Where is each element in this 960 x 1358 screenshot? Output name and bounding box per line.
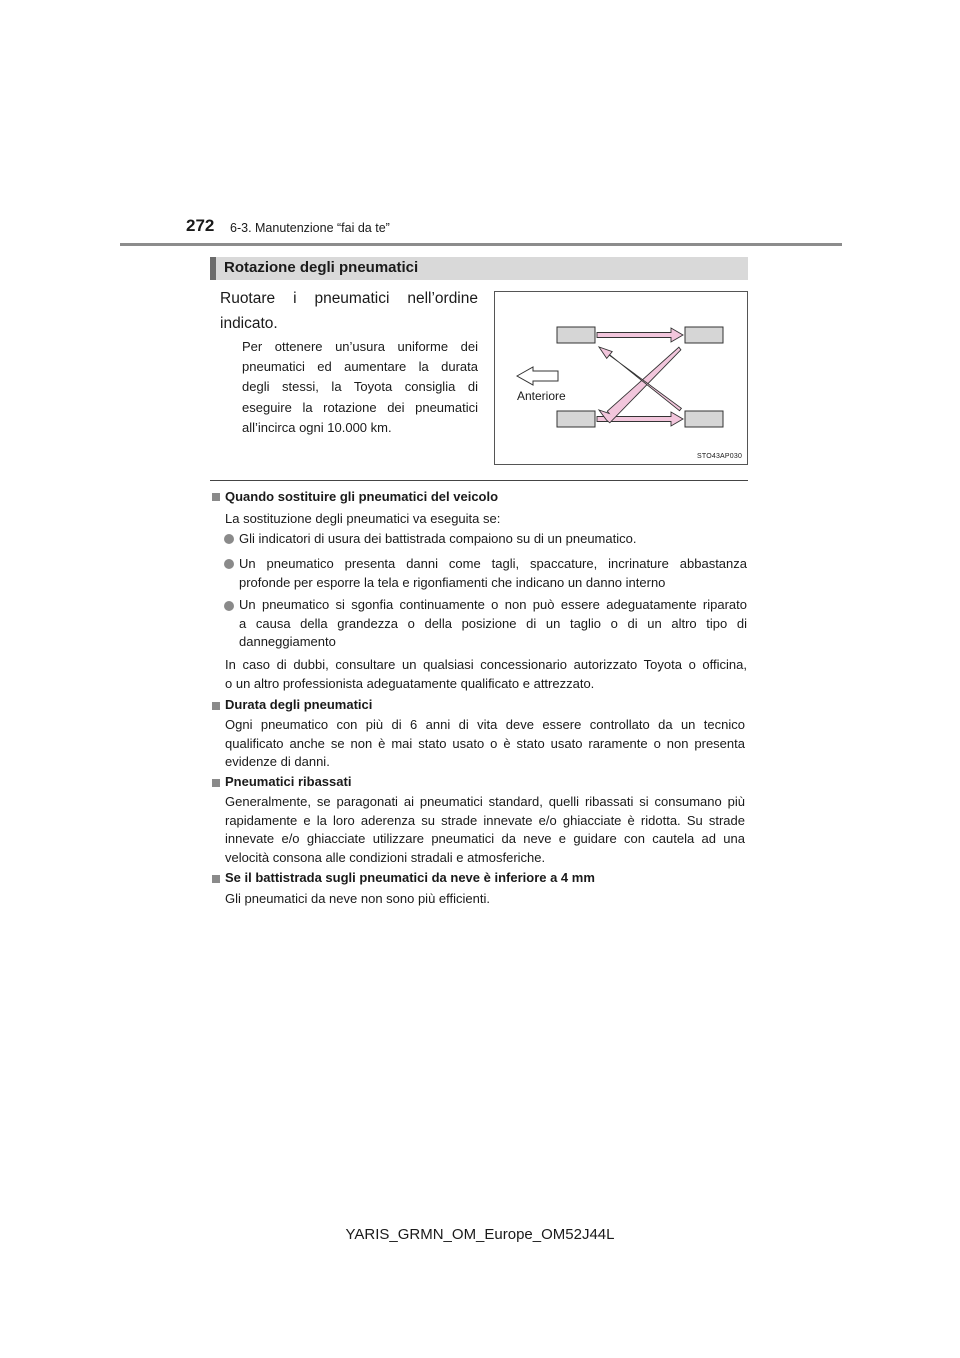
heading-marker [210, 257, 216, 280]
tire-front-left [557, 327, 595, 343]
arrow-front-left-to-right [597, 328, 683, 342]
paragraph-line: Generalmente, se paragonati ai pneumatici standard, quelli ribassati si consumano più [225, 794, 745, 809]
paragraph-line: Ogni pneumatico con più di 6 anni di vita deve essere controllato da un tecnico [225, 717, 745, 732]
tire-rotation-figure [494, 291, 748, 465]
square-bullet-icon [212, 875, 220, 883]
square-bullet-icon [212, 493, 220, 501]
heading-title: Rotazione degli pneumatici [224, 259, 419, 276]
bullet-item [239, 555, 747, 592]
intro-note-line: all’incirca ogni 10.000 km. [242, 419, 392, 435]
tire-rear-right [685, 411, 723, 427]
paragraph [225, 793, 745, 867]
paragraph [225, 656, 747, 693]
bullet-line: Un pneumatico presenta danni come tagli, spaccature, incrinature abbastanza [239, 556, 747, 571]
intro-lead-line: Ruotare i pneumatici nell’ordine [220, 290, 478, 307]
bullet-line: danneggiamento [239, 634, 336, 649]
paragraph-line: evidenze di danni. [225, 754, 330, 769]
paragraph-line: rapidamente e la loro aderenza su strade innevate e/o ghiacciate è ridotta. Su strade [225, 812, 745, 828]
paragraph-line: innevate e/o ghiacciate utilizzare pneumatici da neve e guidare con cautela ad una [225, 831, 745, 846]
tire-rear-left [557, 411, 595, 427]
paragraph-line: o un altro professionista adeguatamente qualificato e attrezzato. [225, 675, 595, 691]
intro-lead-line: indicato. [220, 315, 278, 332]
page-number: 272 [186, 216, 215, 235]
header-rule [120, 243, 842, 246]
front-label: Anteriore [517, 389, 566, 403]
circle-bullet-icon [224, 559, 234, 569]
circle-bullet-icon [224, 601, 234, 611]
bullet-line: Gli indicatori di usura dei battistrada compaiono su di un pneumatico. [239, 531, 637, 546]
paragraph [225, 716, 745, 772]
paragraph-line: velocità consona alle condizioni stradali e atmosferiche. [225, 849, 546, 865]
intro-note-line: eseguire la rotazione dei pneumatici [242, 399, 478, 415]
front-direction-arrow [517, 367, 558, 385]
intro-note-line: pneumatici ed aumentare la durata [242, 359, 478, 375]
intro-note-line: degli stessi, la Toyota consiglia di [242, 379, 478, 395]
paragraph-line: qualificato anche se non è mai stato usato o è stato usato raramente o non presenta [225, 735, 745, 751]
subheading: Se il battistrada sugli pneumatici da neve è inferiore a 4 mm [225, 870, 595, 885]
square-bullet-icon [212, 702, 220, 710]
figure-code: STO43AP030 [697, 453, 743, 460]
subheading: Pneumatici ribassati [225, 774, 352, 789]
tire-front-right [685, 327, 723, 343]
section-divider [210, 480, 748, 481]
bullet-item [239, 530, 747, 549]
subheading: Quando sostituire gli pneumatici del veicolo [225, 489, 499, 504]
arrow-front-right-to-rear-left [599, 347, 681, 423]
paragraph: Gli pneumatici da neve non sono più efficienti. [225, 891, 490, 906]
bullet-line: profonde per esporre la tela e rigonfiamenti che indicano un danno interno [239, 574, 666, 590]
section-title: 6-3. Manutenzione “fai da te” [230, 221, 390, 235]
intro-lead [220, 286, 478, 336]
document-code: YARIS_GRMN_OM_Europe_OM52J44L [345, 1226, 615, 1243]
intro-note [242, 337, 478, 438]
bullet-item [239, 596, 747, 652]
bullet-line: Un pneumatico si sgonfia continuamente o non può essere adeguatamente riparato [239, 597, 747, 612]
subheading: Durata degli pneumatici [225, 697, 373, 712]
bullet-line: a causa della grandezza o della posizione di un taglio o di un altro tipo di [239, 615, 747, 631]
tire-rotation-diagram [495, 292, 747, 464]
circle-bullet-icon [224, 534, 234, 544]
intro-note-line: Per ottenere un’usura uniforme dei [242, 339, 478, 354]
paragraph-line: In caso di dubbi, consultare un qualsiasi concessionario autorizzato Toyota o officina, [225, 657, 747, 672]
paragraph: La sostituzione degli pneumatici va eseguita se: [225, 511, 501, 526]
square-bullet-icon [212, 779, 220, 787]
